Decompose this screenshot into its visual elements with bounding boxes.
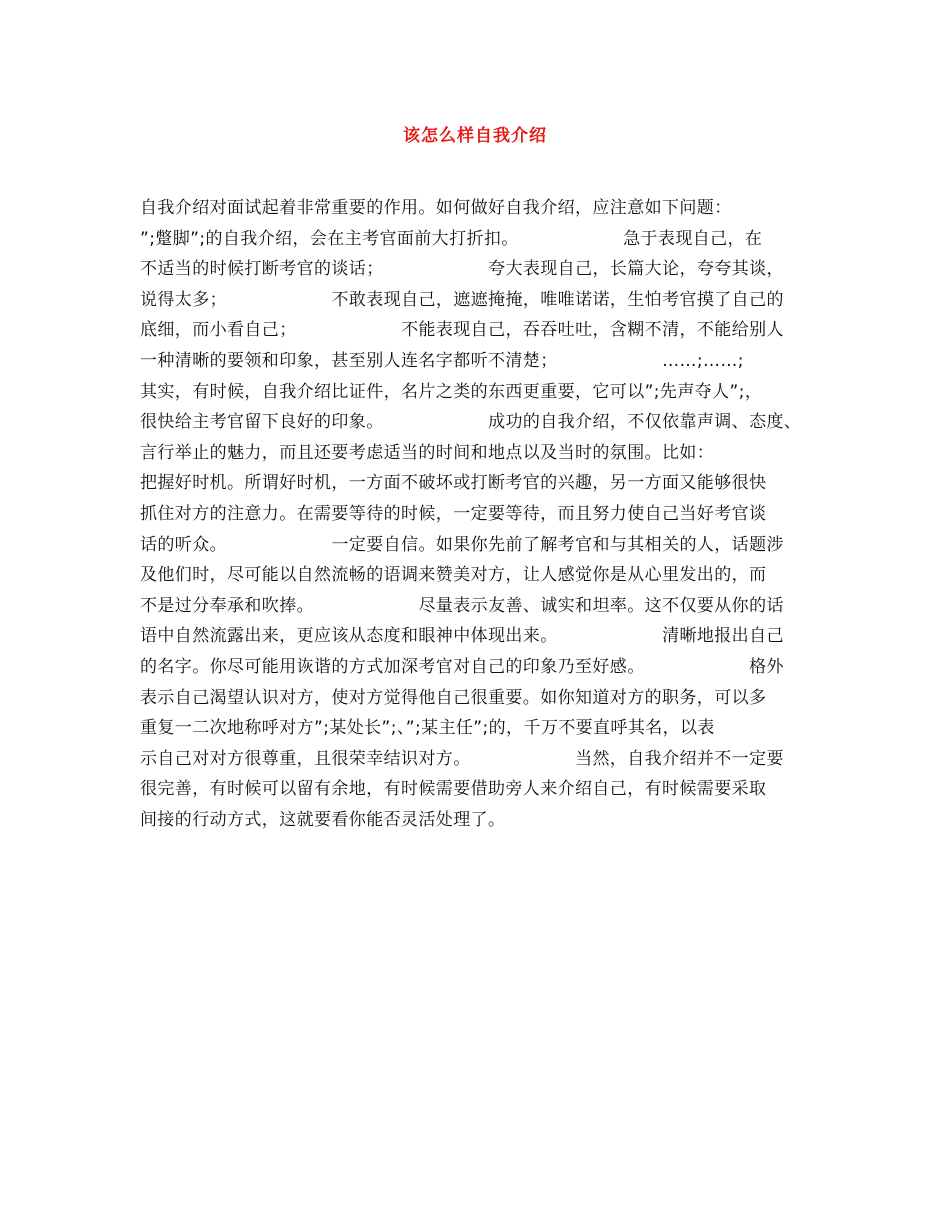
body-line: 一种清晰的要领和印象，甚至别人连名字都听不清楚； ……;……; bbox=[140, 350, 744, 371]
body-line: 表示自己渴望认识对方，使对方觉得他自己很重要。如你知道对方的职务，可以多 bbox=[140, 687, 767, 708]
body-line: 说得太多； 不敢表现自己，遮遮掩掩，唯唯诺诺，生怕考官摸了自己的 bbox=[140, 289, 784, 310]
body-line: 不是过分奉承和吹捧。 尽量表示友善、诚实和坦率。这不仅要从你的话 bbox=[140, 595, 784, 616]
body-line: 抓住对方的注意力。在需要等待的时候，一定要等待，而且努力使自己当好考官谈 bbox=[140, 503, 767, 524]
body-line: 话的听众。 一定要自信。如果你先前了解考官和与其相关的人，话题涉 bbox=[140, 534, 784, 555]
body-line: 间接的行动方式，这就要看你能否灵活处理了。 bbox=[140, 809, 506, 830]
body-line: 及他们时，尽可能以自然流畅的语调来赞美对方，让人感觉你是从心里发出的，而 bbox=[140, 565, 767, 586]
body-line: 不适当的时候打断考官的谈话； 夸大表现自己，长篇大论，夸夸其谈， bbox=[140, 259, 784, 280]
document-body bbox=[140, 193, 840, 835]
body-line: 重复一二次地称呼对方”;某处长”;、”;某主任”;的，千万不要直呼其名，以表 bbox=[140, 718, 715, 739]
body-line: ”;蹩脚”;的自我介绍，会在主考官面前大打折扣。 急于表现自己，在 bbox=[140, 228, 763, 249]
body-line: 底细，而小看自己； 不能表现自己，吞吞吐吐，含糊不清，不能给别人 bbox=[140, 320, 784, 341]
body-line: 语中自然流露出来，更应该从态度和眼神中体现出来。 清晰地报出自己 bbox=[140, 626, 784, 647]
body-line: 把握好时机。所谓好时机，一方面不破坏或打断考官的兴趣，另一方面又能够很快 bbox=[140, 473, 767, 494]
body-line: 的名字。你尽可能用诙谐的方式加深考官对自己的印象乃至好感。 格外 bbox=[140, 656, 784, 677]
body-line: 自我介绍对面试起着非常重要的作用。如何做好自我介绍，应注意如下问题： bbox=[140, 198, 732, 218]
document-title: 该怎么样自我介绍 bbox=[403, 126, 547, 146]
body-line: 言行举止的魅力，而且还要考虑适当的时间和地点以及当时的氛围。比如： bbox=[140, 442, 715, 463]
body-line: 其实，有时候，自我介绍比证件，名片之类的东西更重要，它可以”;先声夺人”;， bbox=[140, 381, 763, 402]
body-line: 示自己对对方很尊重，且很荣幸结识对方。 当然，自我介绍并不一定要 bbox=[140, 748, 784, 769]
body-line: 很快给主考官留下良好的印象。 成功的自我介绍，不仅依靠声调、态度、 bbox=[140, 412, 802, 433]
body-line: 很完善，有时候可以留有余地，有时候需要借助旁人来介绍自己，有时候需要采取 bbox=[140, 779, 767, 800]
